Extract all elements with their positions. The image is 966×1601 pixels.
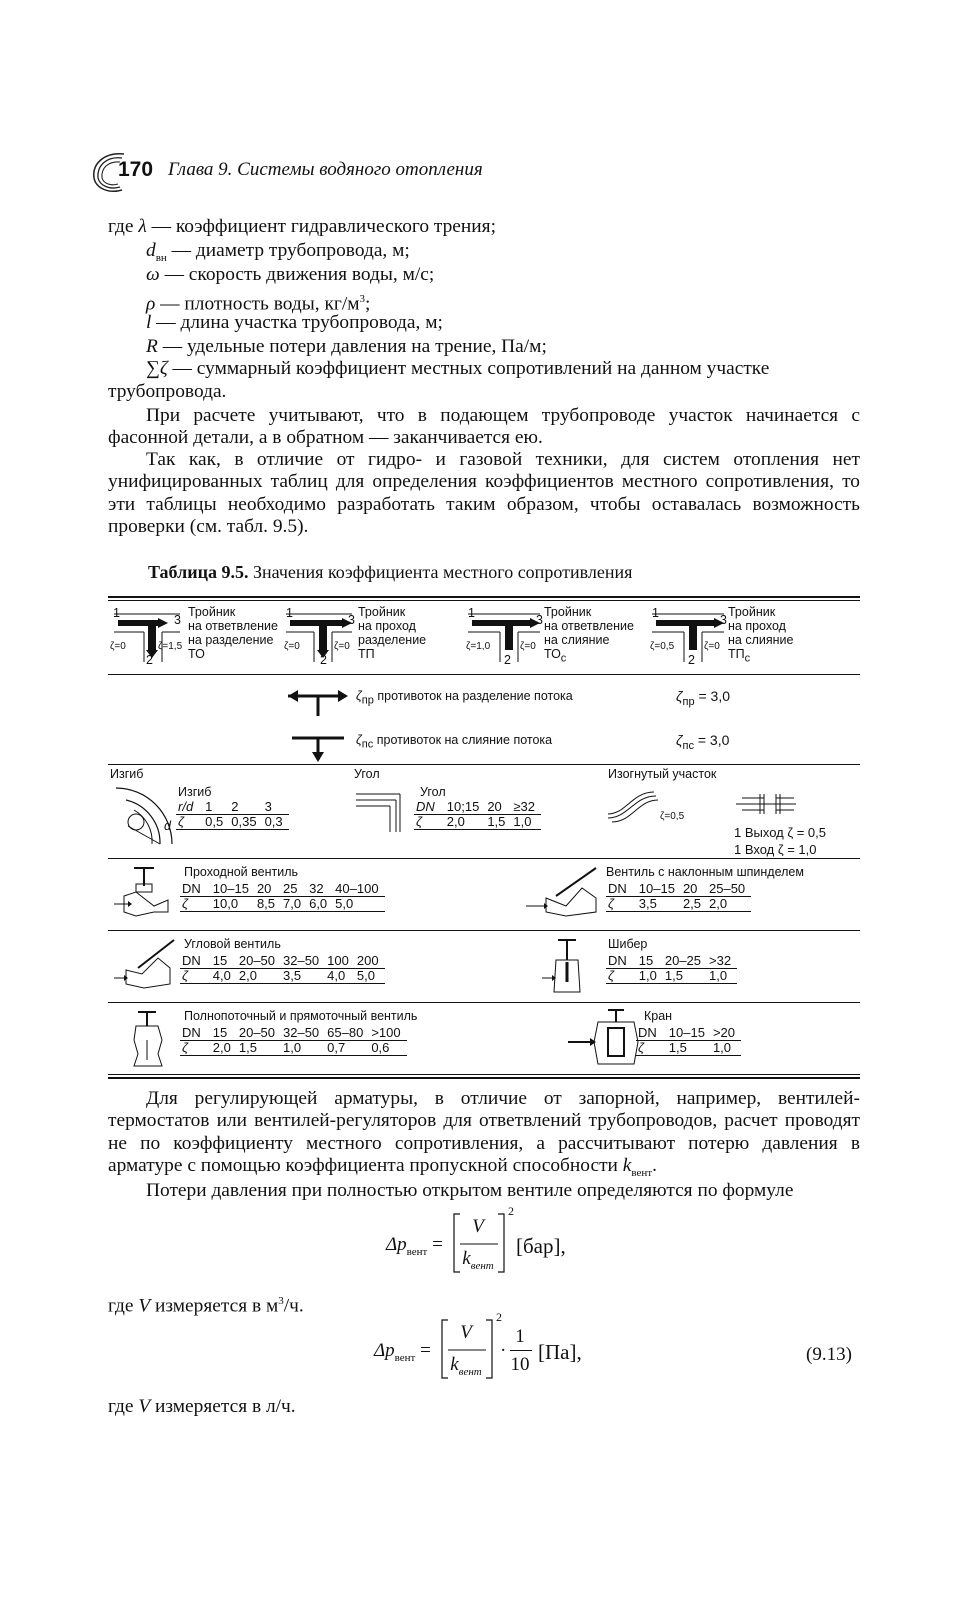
cock-table: DN 10–15 >20 ζ 1,5 1,0 (636, 1026, 741, 1056)
counterflow-split-value: $\zeta_{пр} = 3,0$ (676, 688, 730, 708)
tee2-l2: на проход (358, 619, 416, 633)
gate-valve-icon (542, 938, 592, 996)
counterflow-merge-value: $\zeta_{пс} = 3,0$ (676, 732, 730, 752)
tee3-l3: на слияние (544, 633, 610, 647)
tee4-l4: $ТП_с$ (728, 647, 751, 665)
paragraph-4: Потери давления при полностью открытом вентиле определяются по формуле (146, 1180, 794, 1201)
tee2-l4: ТП (358, 647, 375, 661)
angle-icon (356, 792, 406, 832)
bend-title: Изгиб (110, 767, 144, 781)
valve1-table: DN 10–15 20 25 32 40–100 ζ 10,0 8,5 7,0 6,0 5,0 (180, 882, 385, 912)
paragraph-3: Для регулирующей арматуры, в отличие от запорной, например, вентилей-термостатов или вентилей-регуляторов для ответвлений трубопроводов, расчет проводят не по коэффициенту местного сопротивления, а рассчитывают потерю давления в арматуре с помощью коэффициента пропускной способности $k_{вент}$. (108, 1088, 860, 1180)
tee4-z2: ζ=0 (704, 641, 720, 652)
cock-title: Кран (644, 1009, 673, 1023)
tee4-l2: на проход (728, 619, 786, 633)
valve3-title: Угловой вентиль (184, 937, 281, 951)
tee1-l4: ТО (188, 647, 205, 661)
bend-table: r/d 1 2 3 ζ 0,5 0,35 0,3 (176, 800, 289, 830)
cock-valve-icon (568, 1008, 642, 1068)
gate-table: DN 15 20–25 >32 ζ 1,0 1,5 1,0 (606, 954, 737, 984)
def-w: ω — скорость движения воды, м/с; (146, 264, 435, 285)
full-bore-valve-icon (128, 1010, 168, 1070)
tee4-n1: 1 (652, 606, 659, 620)
tee4-l1: Тройник (728, 605, 776, 619)
f2-number: (9.13) (806, 1344, 852, 1365)
where-1: где V измеряется в $м^3/ч$. (108, 1295, 304, 1317)
where-2: где V измеряется в л/ч. (108, 1396, 296, 1417)
bend-icon (114, 786, 174, 846)
tee2-n2: 2 (320, 653, 327, 667)
angle-valve-icon (114, 938, 180, 992)
tee4-l3: на слияние (728, 633, 794, 647)
counterflow-split-label: $\zeta_{пр}$ противоток на разделение потока (356, 689, 573, 707)
tee3-l4: $ТО_с$ (544, 647, 567, 665)
tee1-z1: ζ=0 (110, 641, 126, 652)
tee3-n1: 1 (468, 606, 475, 620)
f1-num: V (472, 1216, 484, 1237)
f2-unit: [Па], (538, 1340, 582, 1364)
def-sum-cont: трубопровода. (108, 381, 227, 402)
table-9-5 (108, 596, 860, 1079)
f1-pow: 2 (508, 1204, 514, 1218)
tee2-n1: 1 (286, 606, 293, 620)
tee4-n2: 2 (688, 653, 695, 667)
def-l: l — длина участка трубопровода, м; (146, 312, 443, 333)
tee3-l2: на ответвление (544, 619, 634, 633)
paragraph-2: Так как, в отличие от гидро- и газовой техники, для систем отопления нет унифицированных таблиц для определения коэффициентов местного сопротивления, то эти таблицы необходимо разработать таким образом, чтобы оставалась возможность проверки (см. табл. 9.5). (108, 449, 860, 538)
valve4-table: DN 15 20–50 32–50 65–80 >100 ζ 2,0 1,5 1,0 0,7 0,6 (180, 1026, 407, 1056)
tee2-z1: ζ=0 (284, 641, 300, 652)
tee4-n3: 3 (720, 613, 727, 627)
counterflow-merge-label: $\zeta_{пс}$ противоток на слияние потока (356, 733, 553, 751)
chapter-title: Глава 9. Системы водяного отопления (168, 159, 483, 180)
tee2-l1: Тройник (358, 605, 406, 619)
paragraph-1: При расчете учитывают, что в подающем трубопроводе участок начинается с фасонной детали, а в обратном — заканчивается ею. (108, 405, 860, 449)
curved-title: Изогнутый участок (608, 767, 717, 781)
f2-frac-line2 (510, 1350, 532, 1351)
def-lambda: где λ — коэффициент гидравлического трения; (108, 216, 496, 237)
f2-num: V (460, 1322, 472, 1343)
valve2-title: Вентиль с наклонным шпинделем (606, 865, 804, 879)
tee2-n3: 3 (348, 613, 355, 627)
f1-lhs: $\Delta p_{вент}$ = (386, 1234, 443, 1258)
angle-title: Угол (354, 767, 380, 781)
f2-lhs: $\Delta p_{вент}$ = (374, 1340, 431, 1364)
def-rho: ρ — плотность воды, $кг/м^3$; (146, 293, 371, 315)
f2-den: $k_{вент}$ (450, 1354, 482, 1378)
tee1-n1: 1 (113, 606, 120, 620)
angle-subtitle: Угол (420, 785, 446, 799)
bend-d-label: d (164, 819, 171, 833)
curved-z: ζ=0,5 (660, 811, 685, 822)
curved-entry: 1 Вход ζ = 1,0 (734, 842, 817, 857)
tee1-l1: Тройник (188, 605, 236, 619)
f2-den2: 10 (510, 1354, 530, 1375)
def-d: $d_{вн}$ — диаметр трубопровода, м; (146, 240, 410, 264)
tee2-z2: ζ=0 (334, 641, 350, 652)
bend-subtitle: Изгиб (178, 785, 212, 799)
table-caption: Таблица 9.5. Значения коэффициента местного сопротивления (148, 562, 633, 582)
tee1-n2: 2 (146, 653, 153, 667)
tee1-l2: на ответвление (188, 619, 278, 633)
f2-num2: 1 (515, 1326, 525, 1347)
tee4-z1: ζ=0,5 (650, 641, 675, 652)
f1-unit: [бар], (516, 1234, 566, 1258)
tee1-n3: 3 (174, 613, 181, 627)
page-number: 170 (118, 158, 154, 181)
f1-den: $k_{вент}$ (462, 1248, 494, 1272)
pipe-entry-exit-icon (736, 792, 796, 816)
curved-pipe-icon (608, 792, 658, 822)
valve4-title: Полнопоточный и прямоточный вентиль (184, 1009, 418, 1023)
def-r: R — удельные потери давления на трение, Па/м; (146, 336, 547, 357)
straight-valve-icon (114, 866, 180, 920)
f2-pow: 2 (496, 1310, 502, 1324)
tee3-l1: Тройник (544, 605, 592, 619)
valve1-title: Проходной вентиль (184, 865, 299, 879)
tee3-n3: 3 (536, 613, 543, 627)
tee1-z2: ζ=1,5 (158, 641, 183, 652)
curved-exit: 1 Выход ζ = 0,5 (734, 825, 826, 840)
valve2-table: DN 10–15 20 25–50 ζ 3,5 2,5 2,0 (606, 882, 751, 912)
counterflow-split-icon (288, 686, 348, 716)
def-sum: ∑ζ — суммарный коэффициент местных сопротивлений на данном участке (146, 358, 770, 379)
page-header (88, 150, 888, 200)
counterflow-merge-icon (288, 732, 348, 762)
inclined-spindle-valve-icon (526, 866, 606, 922)
tee1-l3: на разделение (188, 633, 274, 647)
angle-table: DN 10;15 20 ≥32 ζ 2,0 1,5 1,0 (414, 800, 541, 830)
tee3-z1: ζ=1,0 (466, 641, 491, 652)
gate-title: Шибер (608, 937, 648, 951)
tee3-z2: ζ=0 (520, 641, 536, 652)
tee2-l3: разделение (358, 633, 427, 647)
valve3-table: DN 15 20–50 32–50 100 200 ζ 4,0 2,0 3,5 4,0 5,0 (180, 954, 385, 984)
tee3-n2: 2 (504, 653, 511, 667)
f2-dot: · (500, 1340, 507, 1361)
